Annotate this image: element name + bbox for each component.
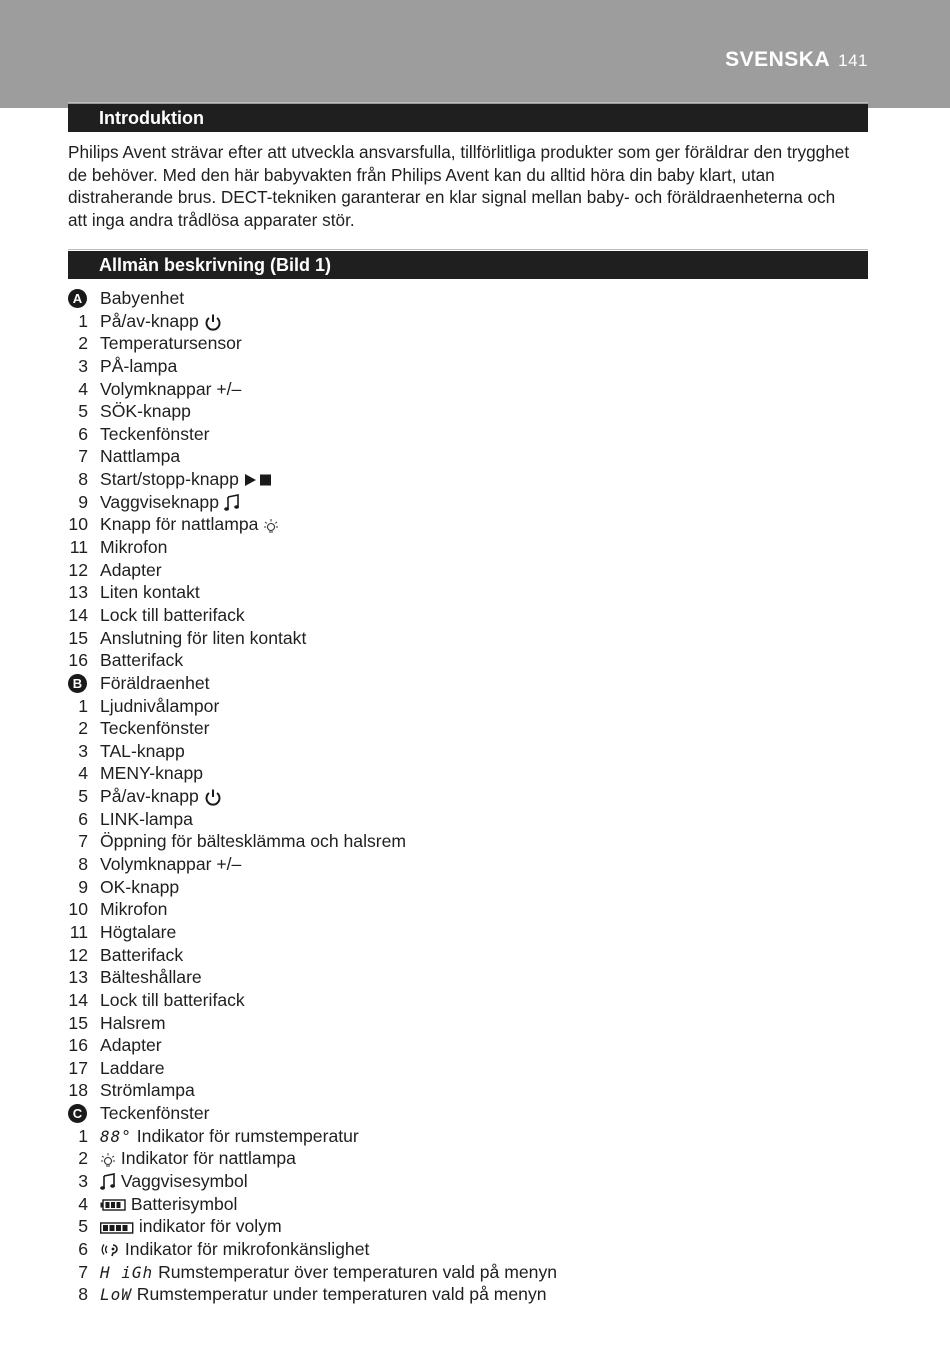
item-number: 7 [78,831,88,852]
group-heading [0,672,950,695]
divider [68,102,868,103]
item-label: LINK-lampa [100,808,193,829]
music-note-icon [100,1171,116,1191]
item-label: Halsrem [100,1012,166,1033]
item-number: 6 [78,1238,88,1259]
list-item [0,695,950,718]
list-item [0,1012,950,1035]
item-label: Indikator för nattlampa [120,1148,296,1169]
list-item [0,762,950,785]
item-number: 5 [78,401,88,422]
language-label: SVENSKA [725,48,831,71]
volume-bar-icon [100,1216,134,1236]
list-item [0,785,950,808]
item-label: Batterisymbol [130,1193,238,1214]
item-label: Öppning för bältesklämma och halsrem [100,831,407,852]
group-heading [0,1102,950,1125]
item-number: 1 [78,310,88,331]
page-header [725,48,868,72]
item-label: Teckenfönster [100,423,210,444]
item-label: OK-knapp [100,876,180,897]
item-label: indikator för volym [138,1216,282,1237]
item-label: Rumstemperatur under temperaturen vald på menyn [136,1284,547,1305]
item-number: 4 [78,1193,88,1214]
list-item [0,898,950,921]
item-label: Nattlampa [100,446,181,467]
temp-icon: 88° [100,1126,132,1146]
item-number: 2 [78,1148,88,1169]
list-item [0,491,950,514]
list-item [0,581,950,604]
item-number: 7 [78,1261,88,1282]
item-number: 3 [78,740,88,761]
group-badge: B [68,674,87,693]
power-icon [204,786,222,806]
item-number: 4 [78,763,88,784]
item-number: 14 [68,989,88,1010]
list-item [0,740,950,763]
item-number: 4 [78,378,88,399]
item-number: 14 [68,604,88,625]
list-item [0,445,950,468]
battery-icon [100,1194,126,1214]
list-item [0,876,950,899]
group-title: Babyenhet [100,288,185,308]
list-item [0,1261,950,1284]
group-badge: C [68,1104,87,1123]
item-number: 3 [78,355,88,376]
list-item [0,378,950,401]
item-number: 8 [78,1284,88,1305]
item-number: 16 [68,1035,88,1056]
item-label: På/av-knapp [100,310,199,331]
item-number: 6 [78,423,88,444]
item-number: 10 [68,899,88,920]
item-number: 9 [78,491,88,512]
item-label: Mikrofon [100,537,168,558]
item-number: 5 [78,1216,88,1237]
item-number: 10 [68,514,88,535]
list-item [0,355,950,378]
intro-paragraph: Philips Avent strävar efter att utveckla ansvarsfulla, tillförlitliga produkter som ger föräldrar den trygghet de behöver. Med den här babyvakten från Philips Avent kan du alltid höra din baby klart, utan distraherande brus. DECT-tekniken garanterar en klar signal mellan baby- och föräldraenheterna och att inga andra trådlösa apparater stör. [68,142,850,230]
lcd-high-icon: H iGh [100,1262,154,1282]
list-item [0,332,950,355]
item-number: 6 [78,808,88,829]
item-number: 8 [78,854,88,875]
item-label: Lock till batterifack [100,989,245,1010]
item-label: Vaggviseknapp [100,491,220,512]
music-note-icon [224,492,240,512]
item-number: 16 [68,650,88,671]
item-label: Rumstemperatur över temperaturen vald på menyn [158,1261,558,1282]
item-label: På/av-knapp [100,786,199,807]
page-number: 141 [838,51,868,70]
list-item [0,604,950,627]
lcd-low-icon: LoW [100,1285,132,1305]
item-number: 2 [78,718,88,739]
item-number: 3 [78,1170,88,1191]
item-label: Lock till batterifack [100,604,245,625]
item-label: Temperatursensor [100,333,242,354]
list-item [0,536,950,559]
item-label: Batterifack [100,944,184,965]
list-item [0,468,950,491]
item-label: Mikrofon [100,899,168,920]
section-heading-description: Allmän beskrivning (Bild 1) [68,251,868,279]
item-number: 13 [68,967,88,988]
list-item [0,1079,950,1102]
list-item [0,1238,950,1261]
item-number: 1 [78,695,88,716]
list-item [0,423,950,446]
item-label: Indikator för mikrofonkänslighet [124,1238,370,1259]
mic-sensitivity-icon [100,1239,120,1259]
list-item [0,921,950,944]
item-number: 5 [78,786,88,807]
item-label: Liten kontakt [100,582,200,603]
item-label: Bälteshållare [100,967,202,988]
group-badge: A [68,289,87,308]
list-item [0,989,950,1012]
item-number: 13 [68,582,88,603]
item-number: 2 [78,333,88,354]
list-item [0,1125,950,1148]
item-label: Teckenfönster [100,718,210,739]
list-item [0,559,950,582]
description-list [0,287,950,1306]
item-label: Knapp för nattlampa [100,514,259,535]
item-label: Ljudnivålampor [100,695,220,716]
group-heading [0,287,950,310]
list-item [0,400,950,423]
item-number: 17 [68,1057,88,1078]
item-number: 9 [78,876,88,897]
item-label: Laddare [100,1057,165,1078]
item-label: Adapter [100,559,162,580]
item-label: PÅ-lampa [100,355,178,376]
item-label: MENY-knapp [100,763,204,784]
divider [68,249,868,250]
item-label: Adapter [100,1035,162,1056]
item-number: 1 [78,1125,88,1146]
list-item [0,1034,950,1057]
list-item [0,1057,950,1080]
list-item [0,1170,950,1193]
item-label: TAL-knapp [100,740,185,761]
item-label: Vaggvisesymbol [120,1170,248,1191]
list-item [0,717,950,740]
list-item [0,513,950,536]
list-item [0,1147,950,1170]
item-number: 7 [78,446,88,467]
item-number: 12 [68,559,88,580]
section-heading-intro: Introduktion [68,104,868,132]
item-number: 12 [68,944,88,965]
power-icon [204,311,222,331]
item-label: Batterifack [100,650,184,671]
list-item [0,966,950,989]
nightlight-icon [263,514,279,534]
item-number: 18 [68,1080,88,1101]
item-label: SÖK-knapp [100,401,191,422]
list-item [0,1215,950,1238]
item-number: 15 [68,1012,88,1033]
list-item [0,1193,950,1216]
list-item [0,627,950,650]
item-label: Strömlampa [100,1080,195,1101]
item-label: Volymknappar +/– [100,378,242,399]
list-item [0,649,950,672]
list-item [0,853,950,876]
list-item [0,310,950,333]
item-label: Högtalare [100,921,177,942]
item-label: Volymknappar +/– [100,854,242,875]
item-number: 11 [69,921,88,942]
item-number: 8 [78,469,88,490]
list-item [0,1283,950,1306]
play-stop-icon [244,469,274,489]
item-label: Indikator för rumstemperatur [136,1125,359,1146]
nightlight-icon [100,1148,116,1168]
item-number: 15 [68,627,88,648]
list-item [0,944,950,967]
item-label: Anslutning för liten kontakt [100,627,307,648]
group-title: Föräldraenhet [100,672,210,693]
list-item [0,830,950,853]
group-title: Teckenfönster [100,1103,210,1124]
item-label: Start/stopp-knapp [100,469,239,490]
item-number: 11 [69,537,88,558]
list-item [0,808,950,831]
